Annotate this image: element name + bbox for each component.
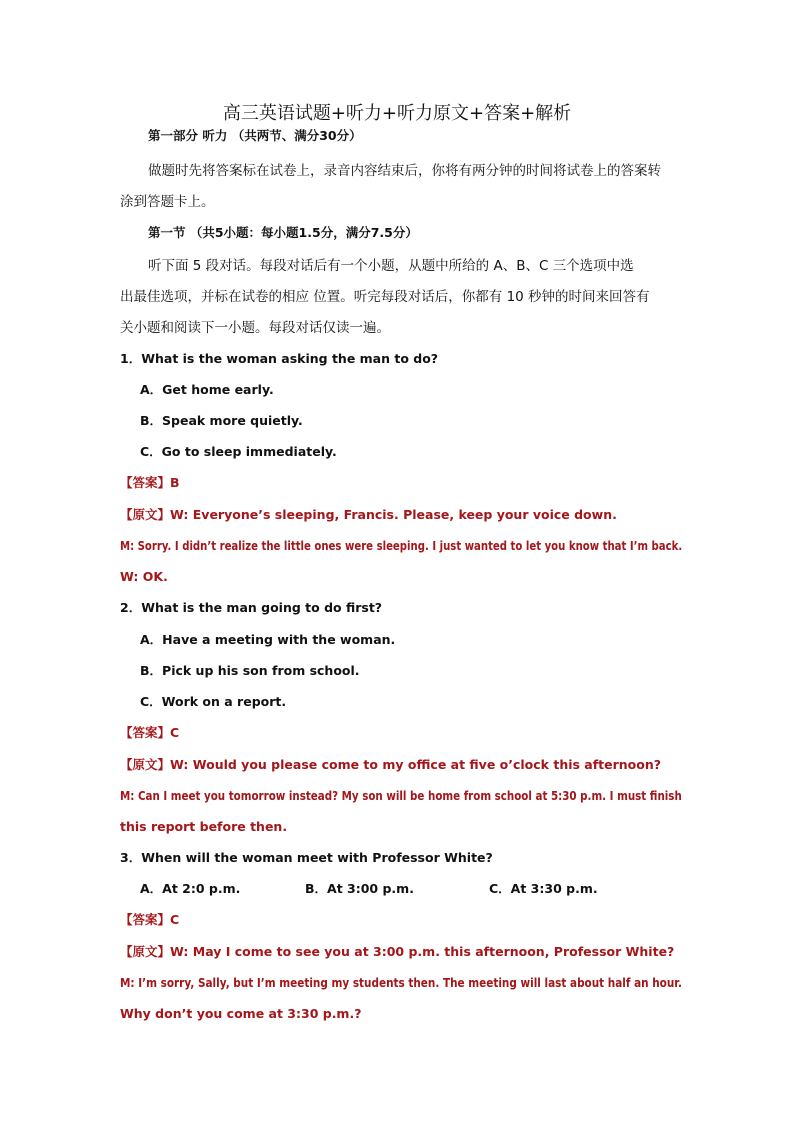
- answer-line: [120, 475, 180, 491]
- option-c: C．Go to sleep immediately.: [140, 444, 337, 459]
- answer-label: 【答案】: [120, 725, 171, 740]
- answer-value: C: [170, 725, 180, 740]
- transcript-line: Why don’t you come at 3:30 p.m.?: [120, 1006, 362, 1021]
- answer-line: [120, 725, 179, 741]
- transcript-line: 【原文】W: Would you please come to my office at five o’clock this afternoon?: [120, 757, 662, 772]
- instruction-text: 出最佳选项，并标在试卷的相应 位置。听完每段对话后，你都有 10 秒钟的时间来回答有: [120, 289, 650, 305]
- answer-line: [120, 912, 179, 928]
- answer-value: C: [170, 912, 180, 927]
- intro-text: 做题时先将答案标在试卷上，录音内容结束后，你将有两分钟的时间将试卷上的答案转: [148, 163, 661, 179]
- answer-value: B: [170, 475, 180, 490]
- option-b: B．At 3:00 p.m.: [305, 881, 414, 896]
- part-heading: 第一部分 听力 （共两节、满分30分）: [148, 128, 362, 143]
- page-title: 高三英语试题+听力+听力原文+答案+解析: [222, 103, 572, 124]
- transcript-line: M: Can I meet you tomorrow instead? My son will be home from school at 5:30 p.m. I must finish: [120, 788, 682, 803]
- option-a: A．Get home early.: [140, 382, 274, 397]
- transcript-label: 【原文】: [120, 757, 171, 772]
- transcript-line: this report before then.: [120, 819, 288, 834]
- option-b: B．Speak more quietly.: [140, 413, 303, 428]
- section-heading: 第一节 （共5小题：每小题1.5分，满分7.5分）: [148, 225, 418, 240]
- answer-label: 【答案】: [120, 912, 171, 927]
- option-b: B．Pick up his son from school.: [140, 663, 360, 678]
- intro-text: 涂到答题卡上。: [120, 194, 215, 210]
- option-a: A．Have a meeting with the woman.: [140, 632, 396, 647]
- question-stem: 1．What is the woman asking the man to do?: [120, 351, 439, 366]
- transcript-line: M: I’m sorry, Sally, but I’m meeting my students then. The meeting will last about half an hour.: [120, 975, 682, 990]
- transcript-label: 【原文】: [120, 507, 171, 522]
- transcript-line: 【原文】W: Everyone’s sleeping, Francis. Please, keep your voice down.: [120, 507, 617, 522]
- option-c: C．Work on a report.: [140, 694, 287, 709]
- option-c: C．At 3:30 p.m.: [489, 881, 598, 896]
- transcript-line: M: Sorry. I didn’t realize the little ones were sleeping. I just wanted to let you know that I’m back.: [120, 538, 683, 553]
- transcript-line: W: OK.: [120, 569, 168, 584]
- instruction-text: 听下面 5 段对话。每段对话后有一个小题，从题中所给的 A、B、C 三个选项中选: [148, 258, 634, 274]
- instruction-text: 关小题和阅读下一小题。每段对话仅读一遍。: [120, 320, 390, 336]
- transcript-line: 【原文】W: May I come to see you at 3:00 p.m. this afternoon, Professor White?: [120, 944, 675, 959]
- transcript-label: 【原文】: [120, 944, 171, 959]
- option-a: A．At 2:0 p.m.: [140, 881, 241, 896]
- question-stem: 3．When will the woman meet with Professor White?: [120, 850, 493, 865]
- question-stem: 2．What is the man going to do first?: [120, 600, 383, 615]
- answer-label: 【答案】: [120, 475, 171, 490]
